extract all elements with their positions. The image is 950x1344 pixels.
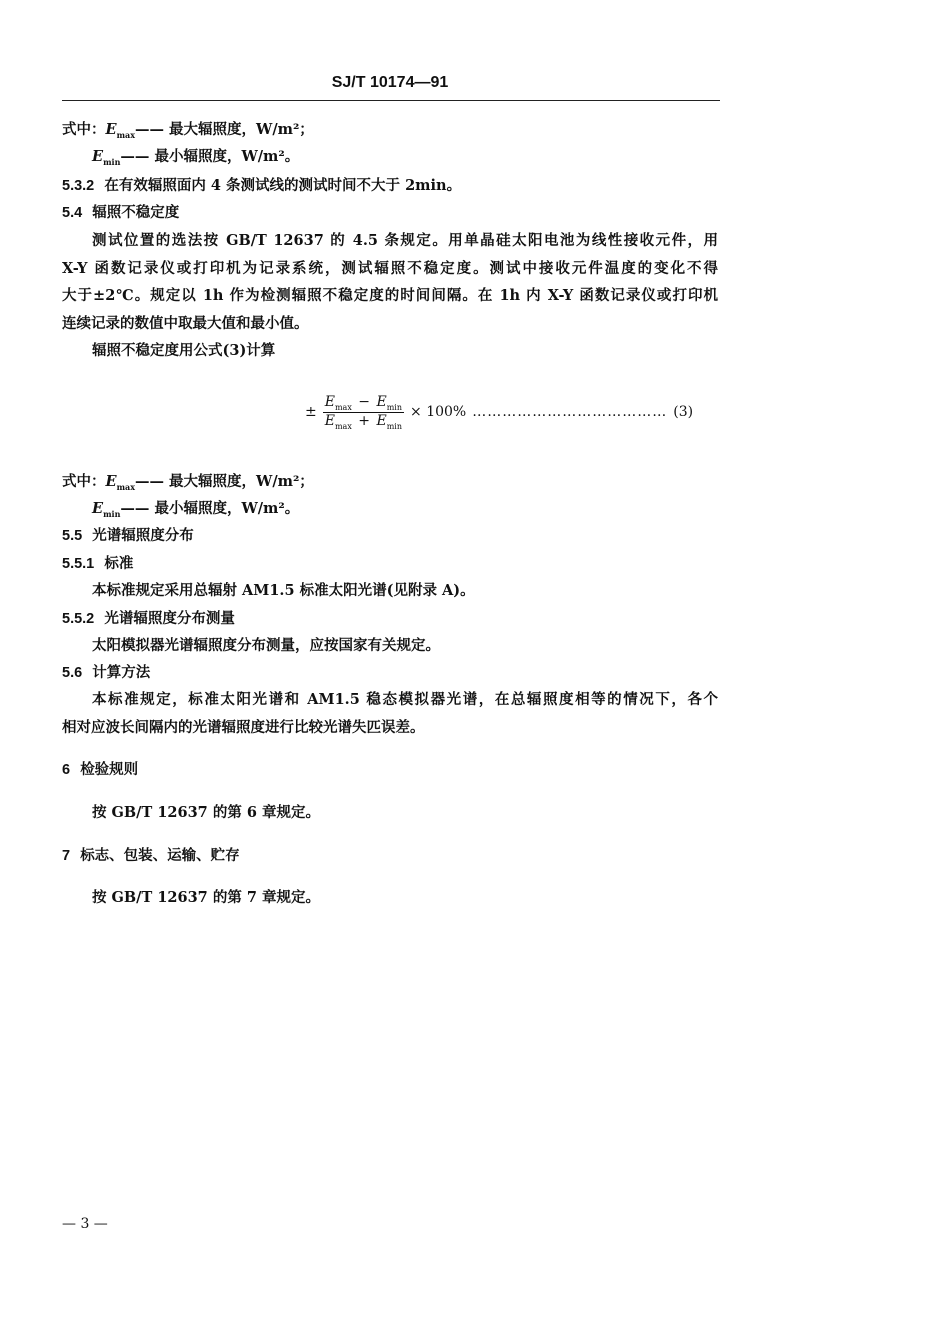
where-line-min: $E_{min}——$ 最小辐照度，W/m²。 (92, 500, 300, 519)
section-5-4-heading: 5.4 辐照不稳定度 (62, 204, 180, 221)
where-line-min: $E_{min}——$ 最小辐照度，W/m²。 (92, 148, 300, 167)
formula-3: ± $\frac{E_{max} - E_{min}}{E_{max} + E_{min}}$ × 100% ………………………………… (3) (305, 394, 694, 431)
section-6-heading: 6 检验规则 (62, 761, 139, 778)
section-7-heading: 7 标志、包装、运输、贮存 (62, 847, 240, 864)
header-rule (62, 100, 720, 101)
paragraph-line: X-Y 函数记录仪或打印机为记录系统，测试辐照不稳定度。测试中接收元件温度的变化不得 (62, 260, 718, 277)
paragraph-line: 辐照不稳定度用公式(3)计算 (92, 342, 276, 359)
where-line-max: 式中：$E_{max}——$ 最大辐照度，W/m²； (62, 121, 314, 140)
section-5-5-1-heading: 5.5.1 标准 (62, 555, 134, 572)
paragraph-line: 太阳模拟器光谱辐照度分布测量，应按国家有关规定。 (92, 637, 440, 654)
page-number: — 3 — (62, 1216, 108, 1232)
paragraph-line: 大于±2℃。规定以 1h 作为检测辐照不稳定度的时间间隔。在 1h 内 X-Y 函数记录仪或打印机 (62, 287, 718, 304)
section-5-5-heading: 5.5 光谱辐照度分布 (62, 527, 194, 544)
paragraph-line: 连续记录的数值中取最大值和最小值。 (62, 315, 309, 332)
paragraph-line: 本标准规定，标准太阳光谱和 AM1.5 稳态模拟器光谱，在总辐照度相等的情况下，各个 (92, 691, 718, 708)
section-5-6-heading: 5.6 计算方法 (62, 664, 151, 681)
paragraph-line: 测试位置的选法按 GB/T 12637 的 4.5 条规定。用单晶硅太阳电池为线性接收元件，用 (92, 232, 718, 249)
page-header: SJ/T 10174—91 (331, 74, 449, 91)
fraction: $\frac{E_{max} - E_{min}}{E_{max} + E_{min}}$ (324, 394, 403, 431)
section-5-5-2-heading: 5.5.2 光谱辐照度分布测量 (62, 610, 235, 627)
paragraph-line: 按 GB/T 12637 的第 6 章规定。 (92, 804, 320, 821)
section-5-3-2: 5.3.2 在有效辐照面内 4 条测试线的测试时间不大于 2min。 (62, 177, 462, 194)
paragraph-line: 按 GB/T 12637 的第 7 章规定。 (92, 889, 320, 906)
where-line-max: 式中：$E_{max}——$ 最大辐照度，W/m²； (62, 473, 314, 492)
paragraph-line: 相对应波长间隔内的光谱辐照度进行比较光谱失匹误差。 (62, 719, 425, 736)
paragraph-line: 本标准规定采用总辐射 AM1.5 标准太阳光谱(见附录 A)。 (92, 582, 475, 599)
